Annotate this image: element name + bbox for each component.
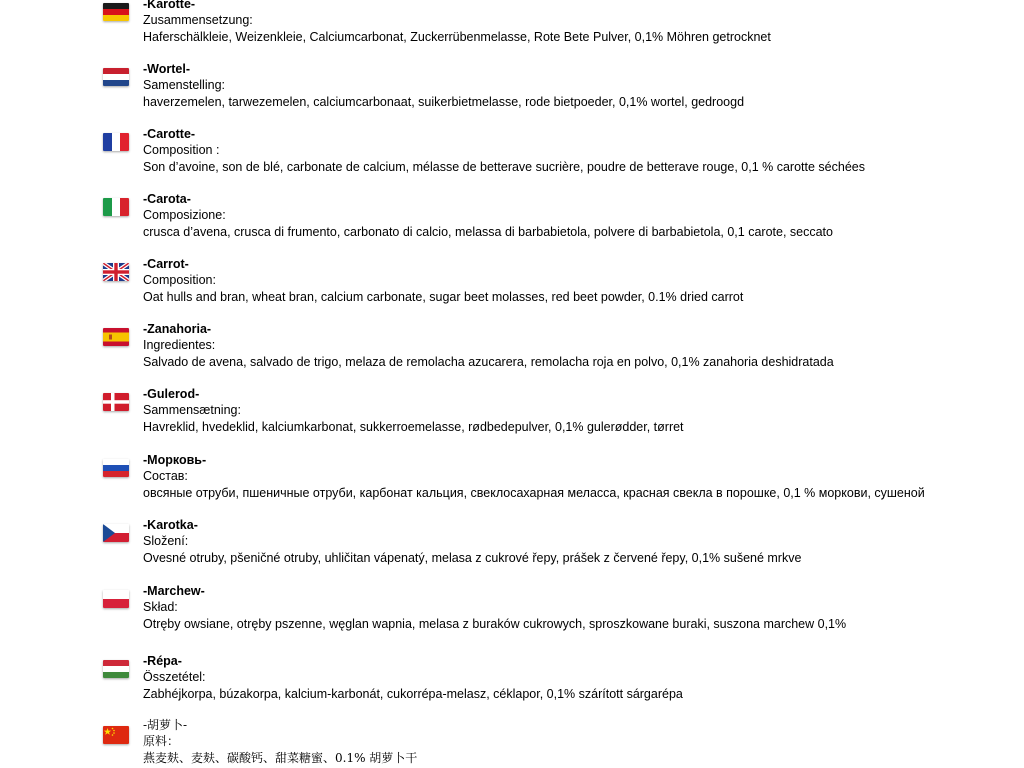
- entry-ingredients: Salvado de avena, salvado de trigo, melaza de remolacha azucarera, remolacha roja en polvo, 0,1% zanahoria deshidratada: [143, 354, 834, 369]
- entry-label: Composition:: [143, 273, 216, 288]
- entry-text: [143, 61, 744, 110]
- hungary-flag-icon: [103, 660, 129, 678]
- entry-text: [143, 452, 925, 501]
- entry-label: Composition :: [143, 143, 220, 158]
- poland-flag-icon: [103, 590, 129, 608]
- entry-title: -Морковь-: [143, 453, 207, 467]
- entry-title: -Zanahoria-: [143, 322, 212, 336]
- entry-text: [143, 256, 743, 305]
- entry-ingredients: Zabhéjkorpa, búzakorpa, kalcium-karbonát, cukorrépa-melasz, céklapor, 0,1% szárított sárgarépa: [143, 686, 683, 701]
- russia-flag-icon: [103, 459, 129, 477]
- entry-text: [143, 717, 417, 766]
- entry-text: [143, 386, 684, 435]
- entry-title: -Karotka-: [143, 518, 198, 532]
- netherlands-flag-icon: [103, 68, 129, 86]
- entry-ingredients: haverzemelen, tarwezemelen, calciumcarbonaat, suikerbietmelasse, rode bietpoeder, 0,1% wortel, gedroogd: [143, 94, 745, 109]
- entry-ingredients: Haferschälkleie, Weizenkleie, Calciumcarbonat, Zuckerrübenmelasse, Rote Bete Pulver, 0,1% Möhren getrocknet: [143, 29, 771, 44]
- entry-text: [143, 191, 833, 240]
- entry-label: Složení:: [143, 534, 189, 549]
- entry-label: Состав:: [143, 469, 188, 484]
- entry-ingredients: Havreklid, hvedeklid, kalciumkarbonat, sukkerroemelasse, rødbedepulver, 0,1% gulerødder, tørret: [143, 419, 684, 434]
- entry-title: -Carota-: [143, 192, 191, 206]
- entry-title: -Carotte-: [143, 127, 196, 141]
- entry-text: [143, 321, 834, 370]
- germany-flag-icon: [103, 3, 129, 21]
- entry-label: Sammensætning:: [143, 403, 241, 418]
- entry-label: Composizione:: [143, 208, 226, 223]
- entry-label: Összetétel:: [143, 670, 206, 685]
- entry-title: -Marchew-: [143, 584, 205, 598]
- czech-flag-icon: [103, 524, 129, 542]
- italy-flag-icon: [103, 198, 129, 216]
- entry-title: -Carrot-: [143, 257, 189, 271]
- entry-ingredients: 燕麦麸、麦麸、碳酸钙、甜菜糖蜜、0.1% 胡萝卜干: [143, 750, 418, 765]
- entry-ingredients: Ovesné otruby, pšeničné otruby, uhličitan vápenatý, melasa z cukrové řepy, prášek z červené řepy, 0,1% sušené mrkve: [143, 550, 802, 565]
- entry-ingredients: Otręby owsiane, otręby pszenne, węglan wapnia, melasa z buraków cukrowych, sproszkowane buraki, suszona marchew 0,1%: [143, 616, 847, 631]
- entry-label: Samenstelling:: [143, 78, 225, 93]
- denmark-flag-icon: [103, 393, 129, 411]
- entry-label: Skład:: [143, 600, 178, 615]
- entry-text: [143, 517, 801, 566]
- entry-title: -Répa-: [143, 654, 182, 668]
- entry-ingredients: овсяные отруби, пшеничные отруби, карбонат кальция, свеклосахарная меласса, красная свекла в порошке, 0,1 % моркови, сушеной: [143, 485, 925, 500]
- entry-text: [143, 583, 846, 632]
- entry-ingredients: Son d’avoine, son de blé, carbonate de calcium, mélasse de betterave sucrière, poudre de betterave rouge, 0,1 % carotte séchées: [143, 159, 865, 174]
- entry-label: Zusammensetzung:: [143, 13, 253, 28]
- entry-label: 原料：: [143, 734, 180, 749]
- entry-title: -胡萝卜-: [143, 718, 188, 732]
- china-flag-icon: [103, 726, 129, 744]
- entry-title: -Karotte-: [143, 0, 196, 11]
- france-flag-icon: [103, 133, 129, 151]
- entry-label: Ingredientes:: [143, 338, 216, 353]
- entry-title: -Gulerod-: [143, 387, 200, 401]
- entry-text: [143, 0, 771, 45]
- spain-flag-icon: [103, 328, 129, 346]
- entry-title: -Wortel-: [143, 62, 190, 76]
- uk-flag-icon: [103, 263, 129, 281]
- entry-text: [143, 126, 865, 175]
- entry-ingredients: crusca d’avena, crusca di frumento, carbonato di calcio, melassa di barbabietola, polvere di barbabietola, 0,1 carote, seccato: [143, 224, 833, 239]
- entry-ingredients: Oat hulls and bran, wheat bran, calcium carbonate, sugar beet molasses, red beet powder, 0.1% dried carrot: [143, 289, 744, 304]
- entry-text: [143, 653, 683, 702]
